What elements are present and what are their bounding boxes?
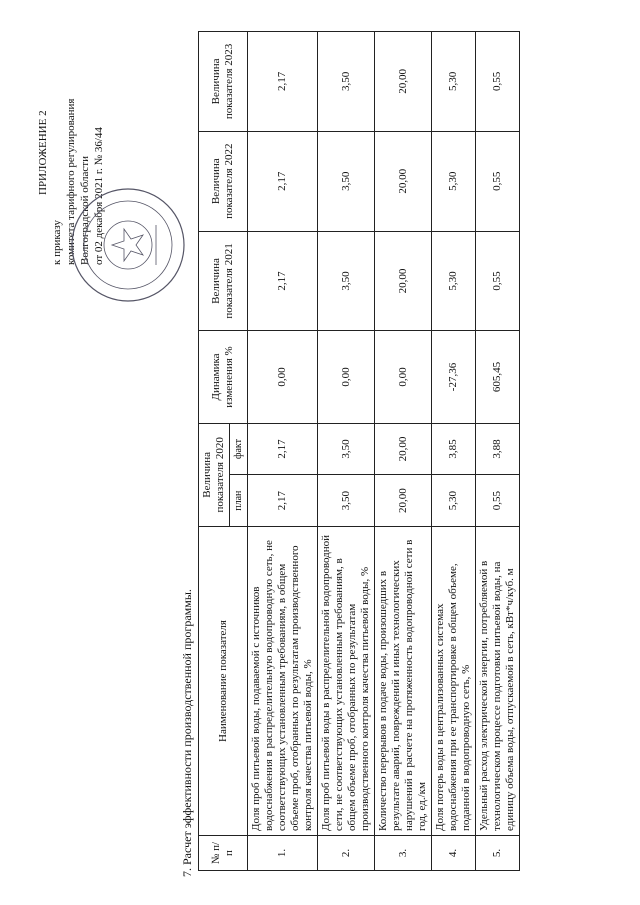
appendix-region: Волгоградской области	[79, 156, 91, 265]
value-2022: 5,30	[432, 131, 476, 231]
indicator-name: Количество перерывов в подаче воды, произошедших в результате аварий, повреждений и иных технологических нарушений в расчете на протяженность водопроводной сети в год, ед./км	[375, 527, 432, 836]
row-number: 3.	[375, 836, 432, 871]
value-plan-2020: 5,30	[432, 475, 476, 527]
value-plan-2020: 2,17	[248, 475, 318, 527]
value-2021: 2,17	[248, 231, 318, 331]
appendix-date: от 02 декабря 2021 г. № 36/44	[93, 127, 105, 265]
value-plan-2020: 3,50	[318, 475, 375, 527]
value-2021: 3,50	[318, 231, 375, 331]
section-title: 7. Расчет эффективности производственной программы.	[180, 589, 194, 877]
indicator-name: Доля проб питьевой воды в распределительной водопроводной сети, не соответствующих установленным требованиям, в общем объеме проб, отобранных по результатам производственного контроля качества питьевой воды, %	[318, 527, 375, 836]
col-name-header: Наименование показателя	[199, 527, 248, 836]
value-2021: 20,00	[375, 231, 432, 331]
indicator-name: Доля проб питьевой воды, подаваемой с источников водоснабжения в распределительную водопроводную сеть, не соответствующих установленным требованиям, в общем объеме проб, отобранных по результатам производственного контроля качества питьевой воды, %	[248, 527, 318, 836]
value-fact-2020: 3,88	[476, 423, 520, 475]
col-2023-header: Величина показателя 2023	[199, 32, 248, 132]
value-2022: 2,17	[248, 131, 318, 231]
row-number: 2.	[318, 836, 375, 871]
appendix-ref: к приказу	[51, 219, 63, 265]
indicator-name: Доля потерь воды в централизованных системах водоснабжения при ее транспортировке в общем объеме, поданной в водопроводную сеть, %	[432, 527, 476, 836]
row-number: 1.	[248, 836, 318, 871]
value-2021: 0,55	[476, 231, 520, 331]
table-header-row	[199, 32, 230, 871]
value-2023: 20,00	[375, 32, 432, 132]
value-dynamics: 0,00	[248, 331, 318, 423]
appendix-title: ПРИЛОЖЕНИЕ 2	[37, 110, 49, 195]
col-2020-header: Величина показателя 2020	[199, 423, 230, 526]
row-number: 4.	[432, 836, 476, 871]
table-row	[432, 32, 476, 871]
efficiency-table	[198, 31, 520, 871]
official-seal-stamp	[68, 185, 188, 305]
table-row	[318, 32, 375, 871]
value-2022: 20,00	[375, 131, 432, 231]
value-fact-2020: 3,50	[318, 423, 375, 475]
col-num-header: № п/п	[199, 836, 248, 871]
col-2022-header: Величина показателя 2022	[199, 131, 248, 231]
row-number: 5.	[476, 836, 520, 871]
value-2023: 5,30	[432, 32, 476, 132]
value-fact-2020: 3,85	[432, 423, 476, 475]
value-dynamics: -27,36	[432, 331, 476, 423]
appendix-committee: комитета тарифного регулирования	[65, 98, 77, 265]
value-2023: 0,55	[476, 32, 520, 132]
table-row	[248, 32, 318, 871]
indicator-name: Удельный расход электрической энергии, потребляемой в технологическом процессе подготовки питьевой воды, на единицу объема воды, отпускаемой в сеть, кВт*ч/куб. м	[476, 527, 520, 836]
value-2022: 0,55	[476, 131, 520, 231]
col-dynamics-header: Динамика изменения %	[199, 331, 248, 423]
col-fact-header: факт	[230, 423, 248, 475]
table-row	[375, 32, 432, 871]
value-2023: 3,50	[318, 32, 375, 132]
table-row	[476, 32, 520, 871]
value-dynamics: 0,00	[375, 331, 432, 423]
value-plan-2020: 0,55	[476, 475, 520, 527]
col-2021-header: Величина показателя 2021	[199, 231, 248, 331]
value-fact-2020: 2,17	[248, 423, 318, 475]
value-dynamics: 605,45	[476, 331, 520, 423]
col-plan-header: план	[230, 475, 248, 527]
value-fact-2020: 20,00	[375, 423, 432, 475]
value-dynamics: 0,00	[318, 331, 375, 423]
value-2023: 2,17	[248, 32, 318, 132]
value-plan-2020: 20,00	[375, 475, 432, 527]
value-2022: 3,50	[318, 131, 375, 231]
value-2021: 5,30	[432, 231, 476, 331]
